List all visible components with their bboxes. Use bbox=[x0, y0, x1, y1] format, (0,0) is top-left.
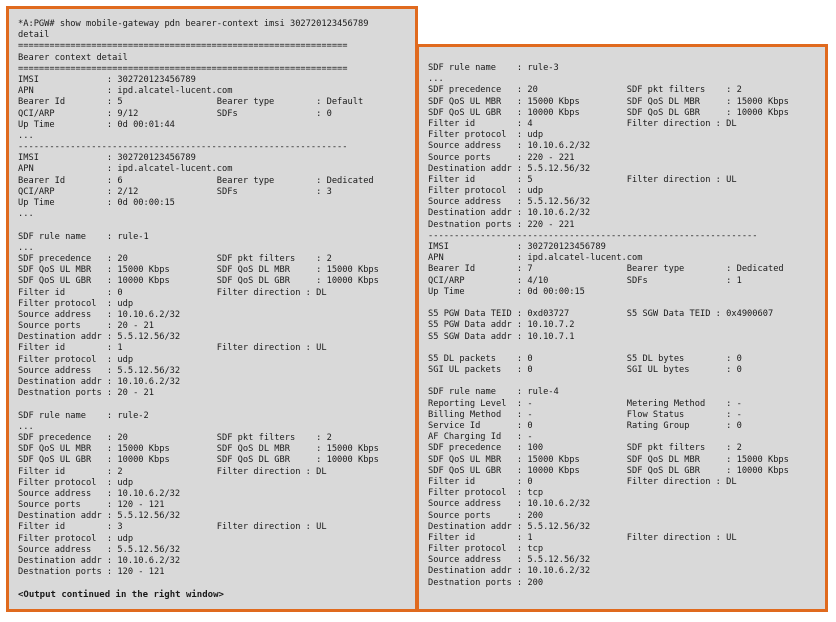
terminal-line: Up Time : 0d 00:01:44 bbox=[18, 119, 175, 130]
left-terminal-output bbox=[18, 19, 379, 601]
terminal-line: SDF QoS UL GBR : 10000 Kbps SDF QoS DL GBR : 10000 Kbps bbox=[18, 455, 379, 466]
terminal-line: SDF precedence : 20 SDF pkt filters : 2 bbox=[18, 253, 332, 264]
terminal-line: Destnation ports : 20 - 21 bbox=[18, 388, 154, 399]
terminal-line: Filter id : 1 Filter direction : UL bbox=[428, 532, 737, 543]
terminal-line: QCI/ARP : 2/12 SDFs : 3 bbox=[18, 186, 332, 197]
terminal-line: Filter protocol : udp bbox=[18, 533, 134, 544]
terminal-line: *A:PGW# show mobile-gateway pdn bearer-context imsi 302720123456789 bbox=[18, 19, 369, 29]
terminal-line: Source address : 10.10.6.2/32 bbox=[18, 488, 181, 499]
terminal-line: Destination addr : 10.10.6.2/32 bbox=[428, 566, 591, 577]
terminal-line: IMSI : 302720123456789 bbox=[18, 153, 196, 164]
terminal-line: SDF precedence : 20 SDF pkt filters : 2 bbox=[18, 432, 332, 443]
terminal-line: SDF precedence : 100 SDF pkt filters : 2 bbox=[428, 443, 742, 454]
terminal-line: Destination addr : 10.10.6.2/32 bbox=[428, 208, 591, 219]
terminal-line: ... bbox=[428, 74, 444, 85]
terminal-line: Filter id : 1 Filter direction : UL bbox=[18, 343, 327, 354]
terminal-line: SDF QoS UL MBR : 15000 Kbps SDF QoS DL MBR : 15000 Kbps bbox=[18, 265, 379, 276]
terminal-line: Filter id : 0 Filter direction : DL bbox=[428, 476, 737, 487]
terminal-line: S5 PGW Data addr : 10.10.7.2 bbox=[428, 320, 575, 331]
terminal-line: SDF QoS UL GBR : 10000 Kbps SDF QoS DL GBR : 10000 Kbps bbox=[428, 465, 789, 476]
terminal-line: Filter protocol : tcp bbox=[428, 488, 544, 499]
terminal-line: Filter id : 3 Filter direction : UL bbox=[18, 522, 327, 533]
terminal-line: IMSI : 302720123456789 bbox=[18, 74, 196, 85]
terminal-line: SDF QoS UL GBR : 10000 Kbps SDF QoS DL GBR : 10000 Kbps bbox=[428, 107, 789, 118]
terminal-line: ... bbox=[18, 130, 34, 141]
terminal-line: Source address : 5.5.12.56/32 bbox=[428, 197, 591, 208]
terminal-line: Destination addr : 10.10.6.2/32 bbox=[18, 556, 181, 566]
terminal-line: S5 SGW Data addr : 10.10.7.1 bbox=[428, 331, 575, 342]
terminal-line: S5 PGW Data TEID : 0xd03727 S5 SGW Data TEID : 0x4900607 bbox=[428, 309, 774, 320]
terminal-line: SDF QoS UL GBR : 10000 Kbps SDF QoS DL GBR : 10000 Kbps bbox=[18, 276, 379, 287]
terminal-line: Filter id : 0 Filter direction : DL bbox=[18, 287, 327, 298]
terminal-line: SDF rule name : rule-4 bbox=[428, 387, 559, 398]
terminal-line: Destination addr : 5.5.12.56/32 bbox=[18, 511, 181, 522]
terminal-line: Destination addr : 5.5.12.56/32 bbox=[428, 163, 591, 174]
terminal-line: Destnation ports : 200 bbox=[428, 577, 544, 588]
terminal-line: Destnation ports : 220 - 221 bbox=[428, 219, 575, 230]
terminal-line: Filter protocol : tcp bbox=[428, 544, 544, 555]
terminal-line: Filter protocol : udp bbox=[18, 477, 134, 488]
terminal-line: <Output continued in the right window> bbox=[18, 589, 224, 600]
terminal-line bbox=[18, 578, 379, 589]
terminal-line: --------------------------------------------------------------- bbox=[428, 230, 758, 241]
right-terminal-window bbox=[416, 44, 828, 612]
terminal-line: QCI/ARP : 9/12 SDFs : 0 bbox=[18, 108, 332, 119]
terminal-line bbox=[18, 220, 379, 231]
terminal-line: detail bbox=[18, 30, 50, 41]
terminal-line: SDF rule name : rule-3 bbox=[428, 63, 559, 73]
terminal-line: ... bbox=[18, 209, 34, 220]
terminal-line: Source ports : 20 - 21 bbox=[18, 321, 154, 332]
terminal-line: AF Charging Id : - bbox=[428, 432, 533, 443]
terminal-line: SDF QoS UL MBR : 15000 Kbps SDF QoS DL MBR : 15000 Kbps bbox=[428, 454, 789, 465]
terminal-line: SDF QoS UL MBR : 15000 Kbps SDF QoS DL MBR : 15000 Kbps bbox=[18, 444, 379, 455]
terminal-line: Billing Method : - Flow Status : - bbox=[428, 409, 742, 420]
terminal-line bbox=[428, 343, 789, 354]
terminal-line: Destination addr : 10.10.6.2/32 bbox=[18, 377, 181, 387]
terminal-line: Source address : 10.10.6.2/32 bbox=[428, 499, 591, 510]
terminal-line: Source address : 10.10.6.2/32 bbox=[18, 309, 181, 320]
terminal-line: Bearer Id : 6 Bearer type : Dedicated bbox=[18, 175, 374, 186]
terminal-line: ... bbox=[18, 421, 34, 432]
terminal-line: =============================================================== bbox=[18, 63, 348, 74]
terminal-line: SDF rule name : rule-1 bbox=[18, 231, 149, 242]
terminal-line: SDF precedence : 20 SDF pkt filters : 2 bbox=[428, 85, 742, 96]
terminal-line: SDF rule name : rule-2 bbox=[18, 410, 149, 421]
terminal-line bbox=[18, 399, 379, 410]
terminal-line: Up Time : 0d 00:00:15 bbox=[18, 198, 175, 208]
terminal-line: --------------------------------------------------------------- bbox=[18, 142, 348, 153]
terminal-line: Filter id : 5 Filter direction : UL bbox=[428, 174, 737, 185]
terminal-line: Filter id : 2 Filter direction : DL bbox=[18, 466, 327, 477]
terminal-line: SGI UL packets : 0 SGI UL bytes : 0 bbox=[428, 365, 742, 376]
terminal-line: Destination addr : 5.5.12.56/32 bbox=[428, 521, 591, 532]
terminal-line: ... bbox=[18, 242, 34, 253]
terminal-line: S5 DL packets : 0 S5 DL bytes : 0 bbox=[428, 353, 742, 364]
terminal-line: Filter id : 4 Filter direction : DL bbox=[428, 118, 737, 129]
terminal-line: Source address : 5.5.12.56/32 bbox=[18, 365, 181, 376]
terminal-line: Bearer Id : 5 Bearer type : Default bbox=[18, 97, 364, 108]
terminal-line: Filter protocol : udp bbox=[18, 354, 134, 365]
right-terminal-output bbox=[428, 63, 789, 589]
terminal-line: Up Time : 0d 00:00:15 bbox=[428, 286, 585, 297]
terminal-line: Source address : 10.10.6.2/32 bbox=[428, 141, 591, 152]
terminal-line bbox=[428, 376, 789, 387]
terminal-line: APN : ipd.alcatel-lucent.com bbox=[428, 253, 643, 264]
terminal-line: APN : ipd.alcatel-lucent.com bbox=[18, 86, 233, 97]
terminal-line: Destnation ports : 120 - 121 bbox=[18, 567, 165, 578]
terminal-line: Source ports : 220 - 221 bbox=[428, 152, 575, 163]
terminal-line: Source ports : 120 - 121 bbox=[18, 500, 165, 511]
terminal-line: SDF QoS UL MBR : 15000 Kbps SDF QoS DL MBR : 15000 Kbps bbox=[428, 96, 789, 107]
terminal-line: =============================================================== bbox=[18, 41, 348, 52]
terminal-line: Bearer Id : 7 Bearer type : Dedicated bbox=[428, 264, 784, 275]
left-terminal-window bbox=[6, 6, 418, 612]
terminal-line: Service Id : 0 Rating Group : 0 bbox=[428, 421, 742, 431]
terminal-line: Source address : 5.5.12.56/32 bbox=[428, 555, 591, 566]
terminal-line: IMSI : 302720123456789 bbox=[428, 242, 606, 252]
terminal-line: Filter protocol : udp bbox=[428, 186, 544, 197]
terminal-line: Filter protocol : udp bbox=[428, 130, 544, 141]
terminal-line: Source ports : 200 bbox=[428, 510, 544, 521]
terminal-line: Bearer context detail bbox=[18, 52, 128, 63]
terminal-line: Destination addr : 5.5.12.56/32 bbox=[18, 332, 181, 343]
terminal-line: Reporting Level : - Metering Method : - bbox=[428, 398, 742, 409]
terminal-line: QCI/ARP : 4/10 SDFs : 1 bbox=[428, 275, 742, 286]
terminal-line bbox=[428, 298, 789, 309]
terminal-line: Source address : 5.5.12.56/32 bbox=[18, 544, 181, 555]
terminal-line: APN : ipd.alcatel-lucent.com bbox=[18, 164, 233, 175]
terminal-line: Filter protocol : udp bbox=[18, 298, 134, 309]
